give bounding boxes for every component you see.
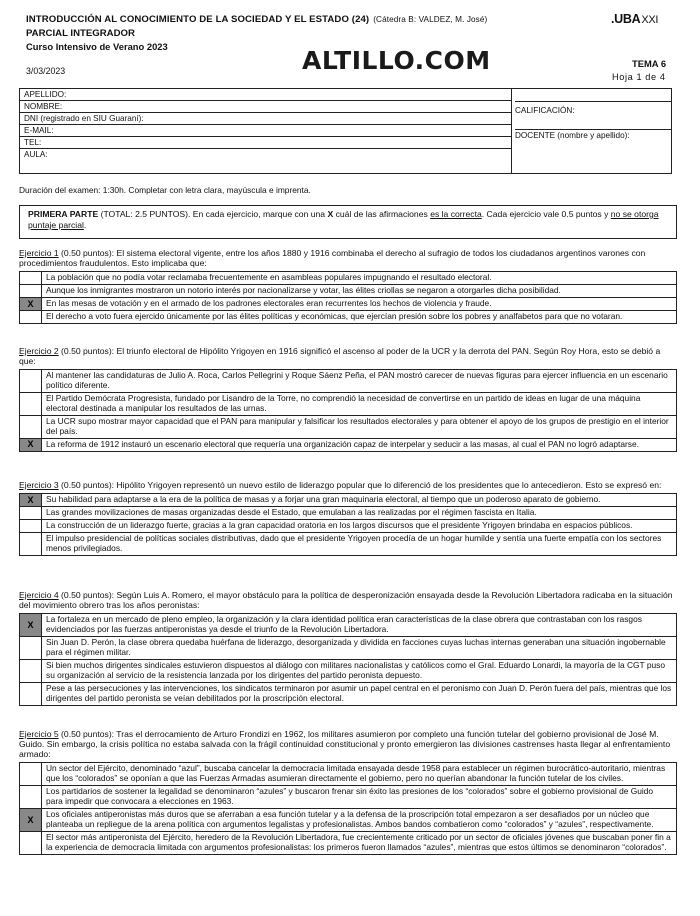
option-row (20, 298, 677, 311)
student-fields (20, 89, 512, 173)
option-text: Al mantener las candidaturas de Julio A. Roca, Carlos Pellegrini y Roque Sáenz Peña, el PAN mostró carecer de nuevas figuras para ejercer influencia en un escenario político diferente. (42, 370, 677, 393)
uba-logo-text: .UBA (611, 12, 641, 26)
page-counter: Hoja 1 de 4 (612, 72, 666, 82)
instr-underline-1: es la correcta (430, 209, 482, 219)
uba-logo (611, 12, 658, 27)
option-row (20, 507, 677, 520)
option-row (20, 786, 677, 809)
exercise-1 (19, 248, 679, 324)
exercise-stem (19, 248, 679, 268)
option-row (20, 831, 677, 854)
option-text: El derecho a voto fuera ejercido únicamente por las élites políticas y económicas, que ejercían presión sobre los pobres y analfabetos para que no votaran. (42, 311, 677, 324)
exercise-stem (19, 729, 679, 759)
exercise-question: (0.50 puntos): El triunfo electoral de Hipólito Yrigoyen en 1916 significó el ascenso al poder de la UCR y la derrota del PAN. Según Roy Hora, esto se debió a que: (19, 346, 661, 367)
option-checkbox-marked[interactable]: X (20, 614, 42, 637)
exercise-stem (19, 346, 679, 366)
instr-text-a: En cada ejercicio, marque con una (192, 209, 326, 219)
instr-text-d: . (83, 220, 87, 231)
option-checkbox[interactable] (20, 311, 42, 324)
exercise-question: (0.50 puntos): Según Luis A. Romero, el mayor obstáculo para la política de desperonización ensayada desde la Revolución Libertadora radicaba en la situación del movimiento obrero tras los años peronistas: (19, 590, 673, 611)
option-row (20, 438, 677, 451)
option-row (20, 393, 677, 416)
options-table (19, 762, 677, 854)
field-docente[interactable]: DOCENTE (nombre y apellido): (515, 131, 630, 140)
instr-text-b: cuál de las afirmaciones (335, 209, 428, 219)
option-text: La fortaleza en un mercado de pleno empleo, la organización y la clara identidad política eran características de la clase obrera que contrastaban con los rasgos evidenciados por las fuerzas antiperonistas ya desde el triunfo de la Revolución Libertadora. (42, 614, 677, 637)
field-tel[interactable]: TEL: (20, 137, 511, 149)
option-text: Las grandes movilizaciones de masas organizadas desde el Estado, que emulaban a las realizadas por el régimen fascista en Italia. (42, 507, 677, 520)
option-checkbox[interactable] (20, 763, 42, 786)
option-text: En las mesas de votación y en el armado de los padrones electorales eran recurrentes los hechos de violencia y fraude. (42, 298, 677, 311)
option-checkbox[interactable] (20, 415, 42, 438)
option-text: Pese a las persecuciones y las intervenciones, los sindicatos terminaron por asumir un papel central en el peronismo con Juan D. Perón fuera del país, mientras que los dirigentes del partido peronista se veían debilitados por la proscripción electoral. (42, 682, 677, 705)
option-checkbox[interactable] (20, 659, 42, 682)
option-text: La construcción de un liderazgo fuerte, gracias a la gran capacidad oratoria en los largos discursos que el presidente Yrigoyen brindaba en espacios públicos. (42, 519, 677, 532)
option-checkbox-marked[interactable]: X (20, 438, 42, 451)
option-checkbox[interactable] (20, 519, 42, 532)
tema-label: TEMA 6 (632, 58, 667, 69)
option-row (20, 682, 677, 705)
option-text: La población que no podía votar reclamaba frecuentemente en asambleas populares impugnando el resultado electoral. (42, 272, 677, 285)
field-email[interactable]: E-MAIL: (20, 125, 511, 137)
option-checkbox[interactable] (20, 393, 42, 416)
option-checkbox[interactable] (20, 682, 42, 705)
exercise-2 (19, 346, 679, 452)
option-checkbox-marked[interactable]: X (20, 298, 42, 311)
field-apellido[interactable]: APELLIDO: (20, 89, 511, 101)
altillo-logo: ALTILLO.COM (302, 46, 491, 75)
instr-underline-2: no se otorga puntaje parcial (28, 209, 659, 231)
exam-type: PARCIAL INTEGRADOR (26, 28, 135, 39)
option-row (20, 519, 677, 532)
option-text: Un sector del Ejército, denominado “azul”, buscaba cancelar la democracia limitada ensayada desde 1958 para establecer un régimen burocrático-autoritario, mientras que los “colorados” se oponían a que las Fuerzas Armadas asumieran directamente el gobierno, pero no querían abandonar la función tutelar de los civiles. (42, 763, 677, 786)
option-row (20, 311, 677, 324)
option-checkbox[interactable] (20, 637, 42, 660)
exam-header (0, 0, 700, 86)
option-text: La UCR supo mostrar mayor capacidad que el PAN para manipular y falsificar los resultados electorales y para obtener el apoyo de los grupos de prestigio en el interior del país. (42, 415, 677, 438)
option-checkbox[interactable] (20, 272, 42, 285)
option-text: Su habilidad para adaptarse a la era de la política de masas y a forjar una gran maquinaria electoral, al tiempo que un poderoso aparato de gobierno. (42, 494, 677, 507)
option-text: El sector más antiperonista del Ejército, heredero de la Revolución Libertadora, fue crecientemente criticado por un sector de oficiales jóvenes que buscaban poner fin a la experiencia de democracia limitada con argumentos profesionalistas: los primeros fueron llamados “azules”, mientras que estos últimos se denominaron “colorados”. (42, 831, 677, 854)
option-checkbox[interactable] (20, 285, 42, 298)
option-checkbox-marked[interactable]: X (20, 809, 42, 832)
field-dni[interactable]: DNI (registrado en SIU Guaraní): (20, 113, 511, 125)
option-text: La reforma de 1912 instauró un escenario electoral que requería una organización capaz de interpelar y seducir a las masas, al cual el PAN no logró adaptarse. (42, 438, 677, 451)
field-aula[interactable]: AULA: (24, 150, 48, 159)
catedra-label: (Cátedra B: VALDEZ, M. José) (373, 15, 488, 24)
option-text: Los oficiales antiperonistas más duros que se aferraban a esa función tutelar y a la defensa de la proscripción total empezaron a ser desafiados por un núcleo que planteaba un repliegue de la arena política con argumentos legalistas y profesionalistas. Ambos bandos combatieron como “colorados” y “azules”, respectivamente. (42, 809, 677, 832)
option-row (20, 532, 677, 555)
option-checkbox[interactable] (20, 786, 42, 809)
exercise-question: (0.50 puntos): Hipólito Yrigoyen representó un nuevo estilo de liderazgo popular que lo diferenció de los presidentes que lo antecedieron. Esto se expresó en: (61, 480, 662, 490)
option-row (20, 494, 677, 507)
option-text: El impulso presidencial de políticas sociales distributivas, dado que el presidente Yrigoyen procedía de un hogar humilde y sentía una fuerte empatía con los sectores menos privilegiados. (42, 532, 677, 555)
option-row (20, 285, 677, 298)
option-checkbox[interactable] (20, 831, 42, 854)
option-row (20, 763, 677, 786)
part1-instructions (19, 205, 677, 239)
exam-term: Curso Intensivo de Verano 2023 (26, 41, 168, 52)
calificacion-label: CALIFICACIÓN: (515, 106, 575, 115)
option-row (20, 614, 677, 637)
option-row (20, 659, 677, 682)
exercise-label: Ejercicio 1 (19, 248, 59, 258)
options-table (19, 613, 677, 705)
duration-note: Duración del examen: 1:30h. Completar con letra clara, mayúscula e imprenta. (19, 185, 311, 195)
course-name: INTRODUCCIÓN AL CONOCIMIENTO DE LA SOCIEDAD Y EL ESTADO (24) (26, 14, 370, 25)
exercise-label: Ejercicio 2 (19, 346, 59, 356)
exercise-3 (19, 480, 679, 556)
exercise-label: Ejercicio 3 (19, 480, 59, 490)
option-row (20, 272, 677, 285)
exercise-label: Ejercicio 5 (19, 729, 59, 739)
option-text: Aunque los inmigrantes mostraron un notorio interés por nacionalizarse y votar, las élites criollas se negaron a otorgarles dicha posibilidad. (42, 285, 677, 298)
exam-date: 3/03/2023 (26, 66, 66, 76)
option-text: Si bien muchos dirigentes sindicales estuvieron dispuestos al diálogo con militares nacionalistas y católicos como el Gral. Eduardo Lonardi, la mayoría de la CGT puso su organización al servicio de la resistencia lanzada por los dirigentes del partido peronista depuesto. (42, 659, 677, 682)
student-id-form (19, 88, 672, 174)
option-row (20, 809, 677, 832)
option-row (20, 415, 677, 438)
option-checkbox[interactable] (20, 370, 42, 393)
exercise-stem (19, 590, 679, 610)
option-text: El Partido Demócrata Progresista, fundado por Lisandro de la Torre, no comprendió la necesidad de convertirse en un partido de ideas en lugar de una máquina electoral destinada a manipular los resultados de las urnas. (42, 393, 677, 416)
part1-title: PRIMERA PARTE (28, 209, 99, 219)
field-calificacion[interactable] (515, 101, 671, 130)
uba-xxi-text: XXI (641, 14, 659, 26)
instr-mark: X (327, 209, 334, 219)
exercise-stem (19, 480, 679, 490)
option-checkbox[interactable] (20, 532, 42, 555)
options-table (19, 271, 677, 324)
exercise-question: (0.50 puntos): El sistema electoral vigente, entre los años 1880 y 1916 combinaba el derecho al sufragio de todos los ciudadanos argentinos varones con procedimientos fraudulentos. Esto implicaba que: (19, 248, 646, 269)
option-row (20, 370, 677, 393)
options-table (19, 493, 677, 556)
instr-text-c: . Cada ejercicio vale 0.5 puntos y (481, 209, 609, 219)
course-title (26, 14, 487, 25)
option-text: Sin Juan D. Perón, la clase obrera quedaba huérfana de liderazgo, desorganizada y dividida en facciones cuyas luchas internas generaban una situación ingobernable para el régimen militar. (42, 637, 677, 660)
option-row (20, 637, 677, 660)
option-checkbox-marked[interactable]: X (20, 494, 42, 507)
field-nombre[interactable]: NOMBRE: (20, 101, 511, 113)
option-text: Los partidarios de sostener la legalidad se denominaron “azules” y buscaron frenar sin éxito las presiones de los “colorados” sobre el gobierno provisional de Guido para impedir que convocara a elecciones en 1963. (42, 786, 677, 809)
exercise-question: (0.50 puntos): Tras el derrocamiento de Arturo Frondizi en 1962, los militares asumieron por completo una función tutelar del gobierno provisional de José M. Guido. Sin embargo, la crisis política no estaba salvada con la frágil continuidad constitucional y pronto emergieron las divisiones castrenses hasta llegar al enfrentamiento armado: (19, 729, 671, 760)
option-checkbox[interactable] (20, 507, 42, 520)
grading-fields (512, 89, 671, 173)
options-table (19, 369, 677, 451)
part1-points: (TOTAL: 2.5 PUNTOS). (100, 209, 191, 219)
exercise-label: Ejercicio 4 (19, 590, 59, 600)
exercise-4 (19, 590, 679, 706)
exercise-5 (19, 729, 679, 855)
